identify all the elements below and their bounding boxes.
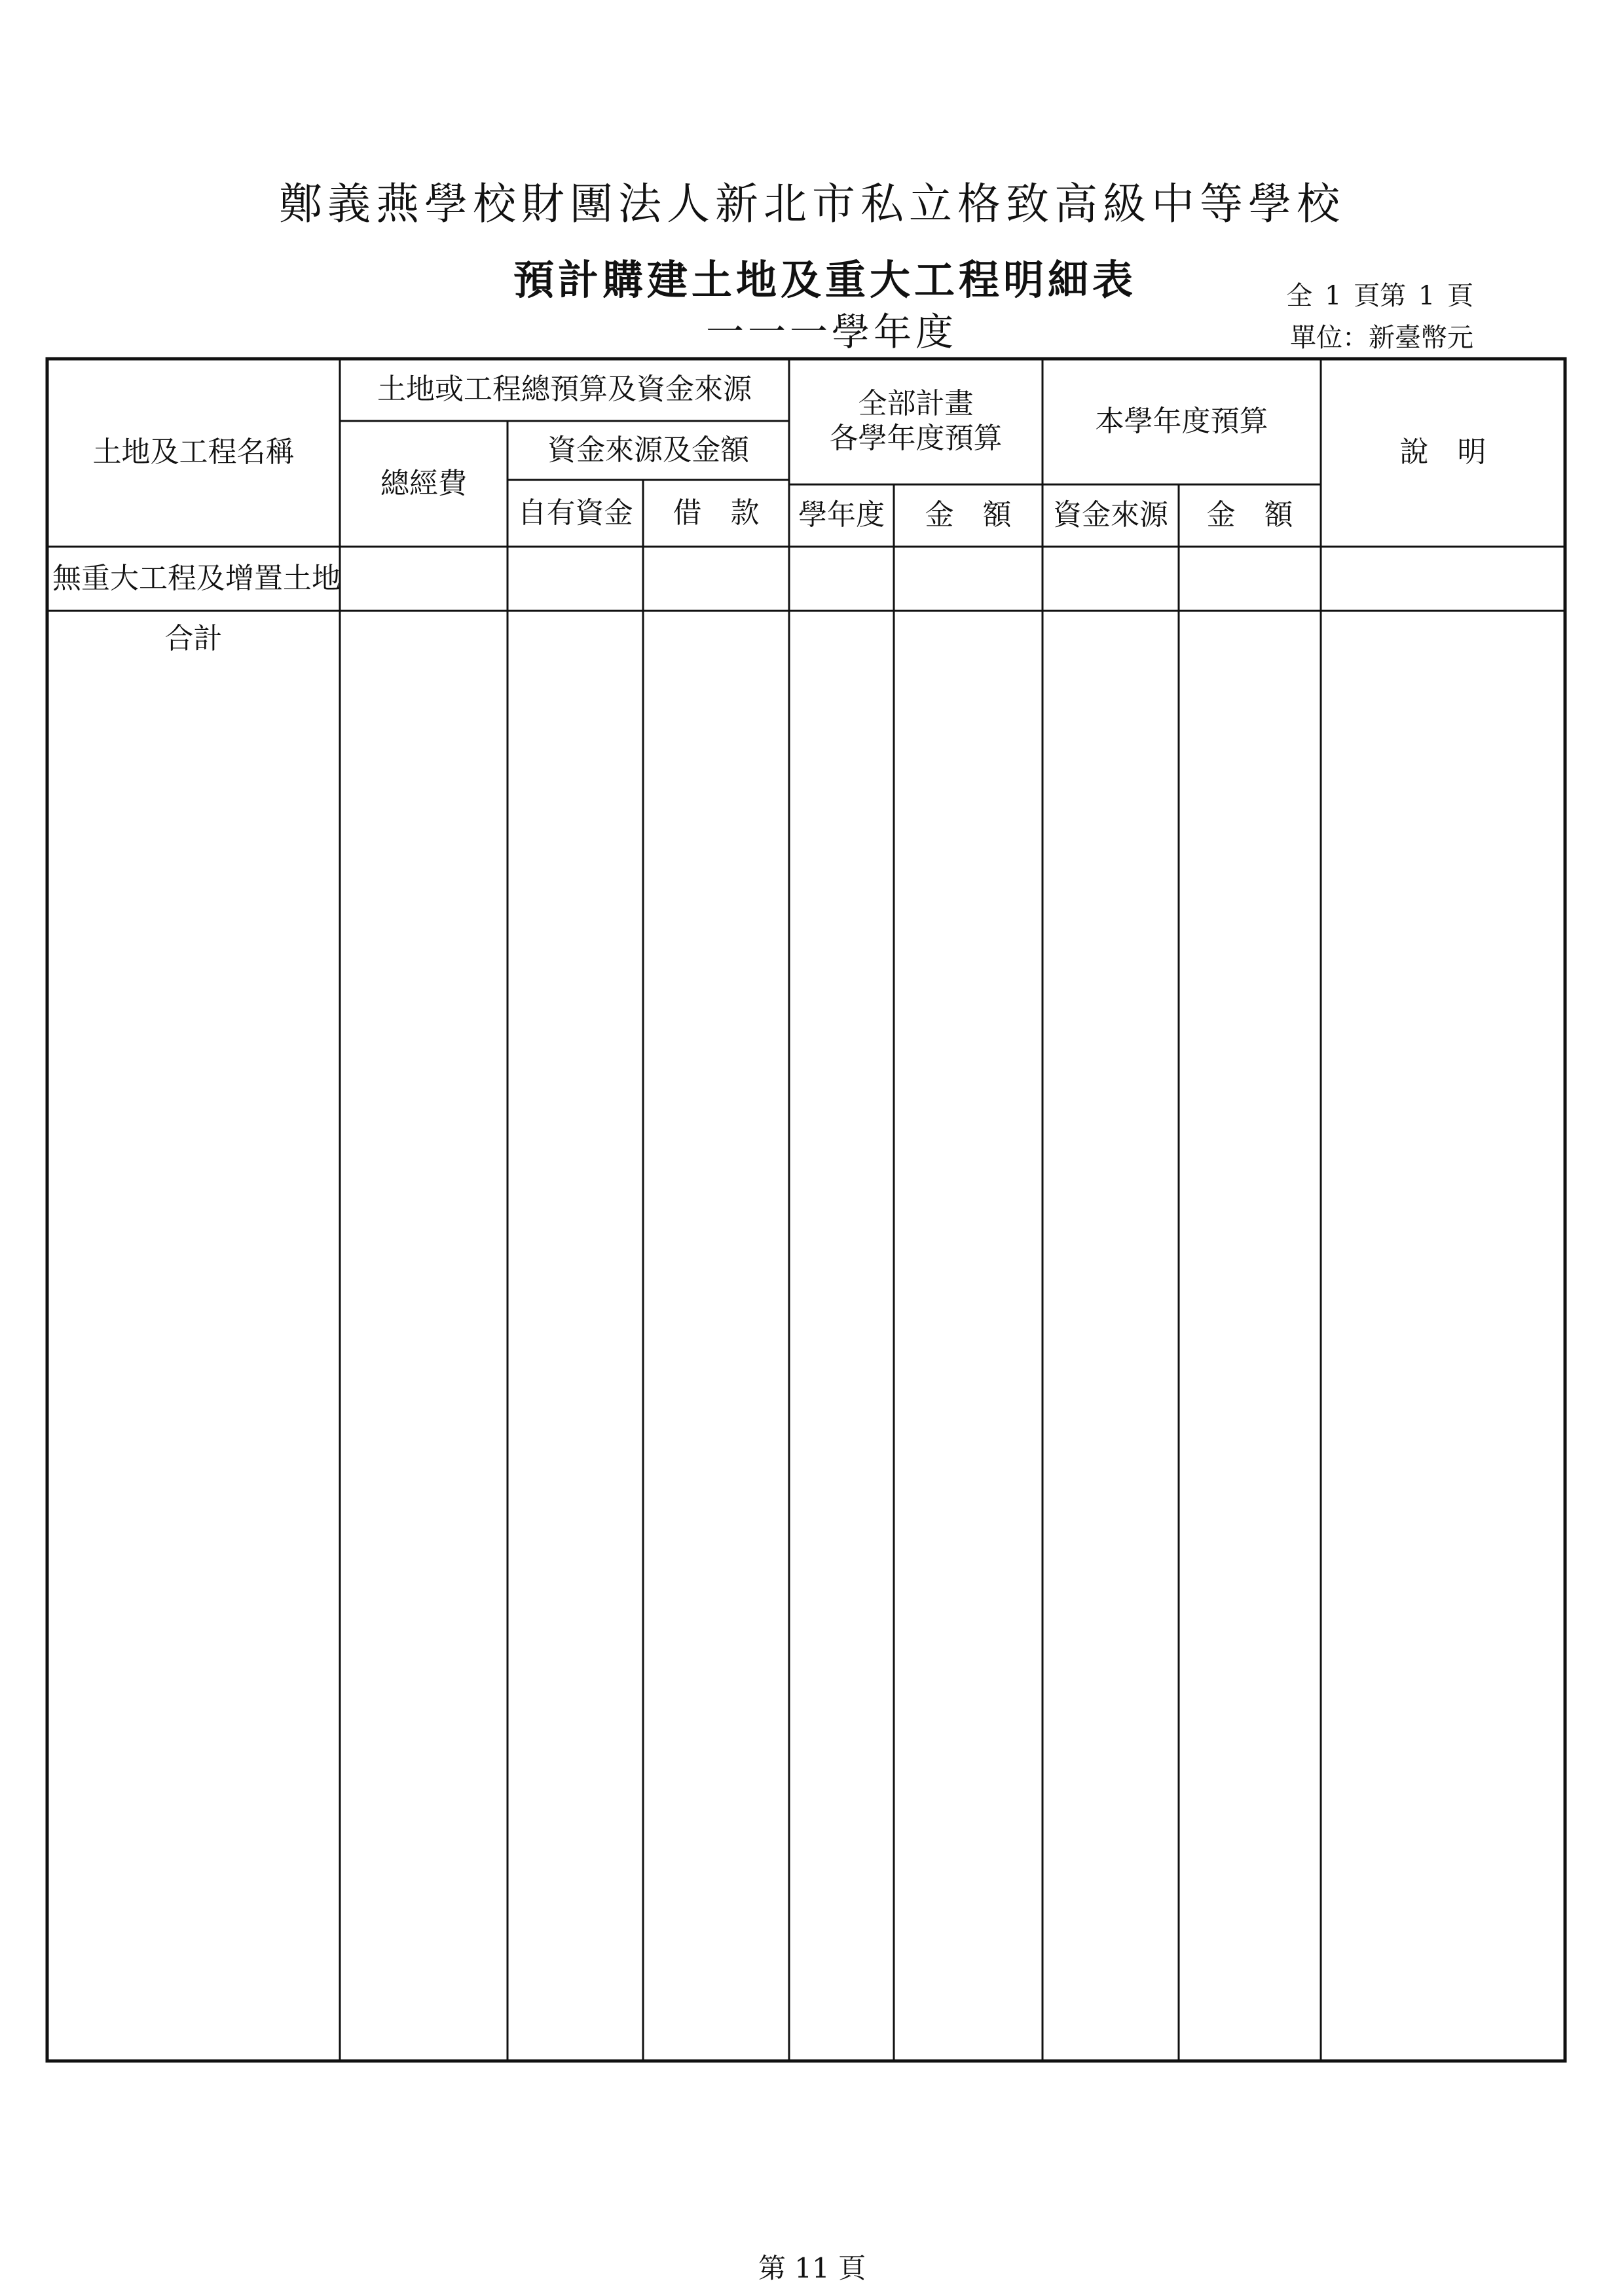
header-land-name: 土地及工程名稱	[92, 435, 295, 469]
school-year: 一一一學年度	[705, 310, 957, 354]
header-total-cost: 總經費	[380, 466, 467, 500]
header-remarks: 說 明	[1399, 435, 1486, 469]
header-budget-group: 土地或工程總預算及資金來源	[377, 373, 752, 407]
header-funding-group: 資金來源及金額	[547, 433, 749, 467]
table-border	[47, 359, 1565, 2061]
form-title: 預計購建土地及重大工程明細表	[513, 256, 1137, 304]
header-fund-source: 資金來源	[1053, 498, 1168, 532]
header-this-amount: 金 額	[1206, 498, 1293, 532]
header-all-plan	[789, 359, 1043, 484]
header-loan: 借 款	[673, 496, 760, 530]
header-all-plan-line2: 各學年度預算	[829, 422, 1003, 455]
table-row-total: 合計	[164, 622, 223, 655]
header-all-plan-line1: 全部計畫	[858, 387, 974, 421]
school-name: 鄭義燕學校財團法人新北市私立格致高級中等學校	[279, 179, 1345, 229]
header-own-funds: 自有資金	[517, 496, 633, 530]
currency-unit: 單位：新臺幣元	[1290, 323, 1473, 353]
table-row-name: 無重大工程及增置土地	[52, 561, 341, 595]
header-plan-amount: 金 額	[925, 498, 1012, 532]
header-plan-year: 學年度	[798, 498, 885, 532]
page-info: 全 1 頁第 1 頁	[1286, 281, 1473, 311]
page-footer: 第 11 頁	[758, 2252, 866, 2284]
header-this-year-group: 本學年度預算	[1095, 404, 1268, 438]
